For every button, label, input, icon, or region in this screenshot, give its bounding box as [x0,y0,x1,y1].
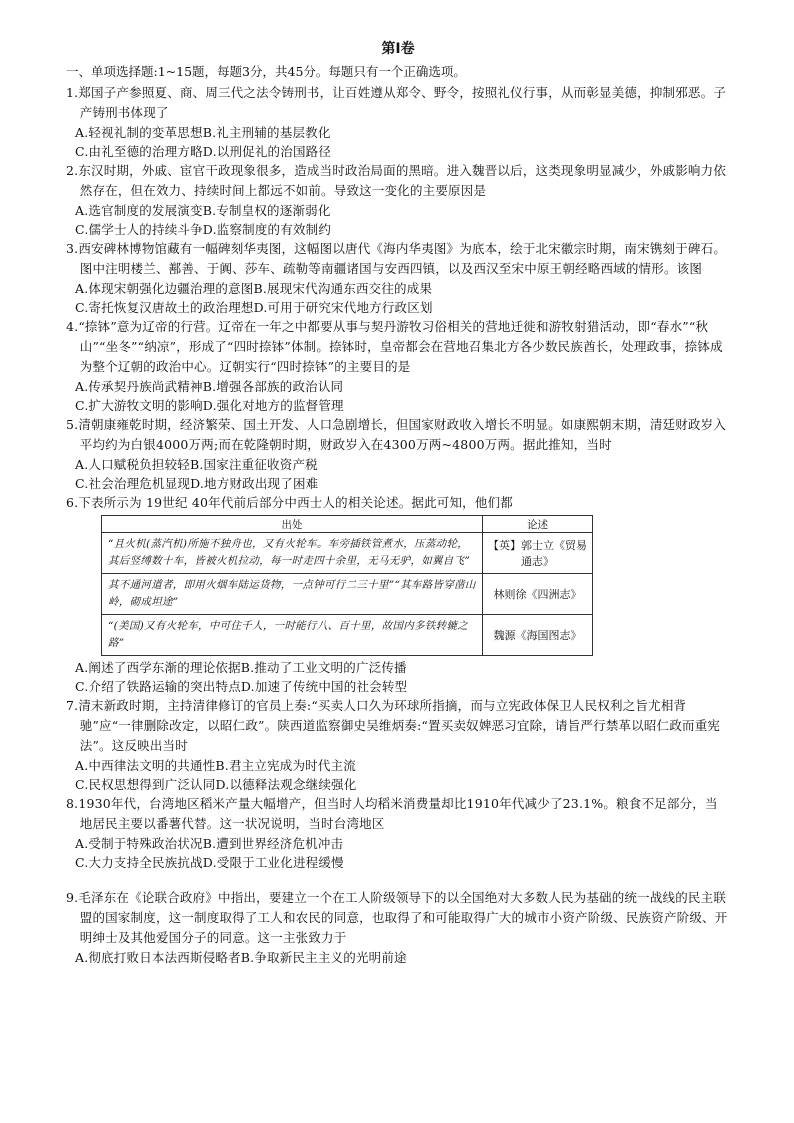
question-stem: 3.西安碑林博物馆藏有一幅碑刻华夷图，这幅图以唐代《海内华夷图》为底本，绘于北宋徽宗时期，南宋镌刻于碑石。图中注明楼兰、鄯善、于阗、莎车、疏勒等南疆诸国与安西四镇，以及西汉至宋中原王朝经略西域的情形。该图 [66,241,727,276]
option-line: C.介绍了铁路运输的突出特点D.加速了传统中国的社会转型 [75,679,408,694]
section-heading: 一、单项选择题:1~15题，每题3分，共45分。每题只有一个正确选项。 [66,64,466,79]
question-1 [66,83,730,161]
table-row [102,574,593,615]
option-line: A.中西律法文明的共通性B.君主立宪成为时代主流 [75,758,356,773]
option-line: A.人口赋税负担较轻B.国家注重征收资产税 [75,457,318,472]
question-7 [66,696,730,794]
option-line: A.传承契丹族尚武精神B.增强各部族的政治认同 [75,379,344,394]
option-line: C.民权思想得到广泛认同D.以德释法观念继续强化 [75,777,357,792]
question-6 [66,493,730,696]
option-line: A.体现宋朝强化边疆治理的意图B.展现宋代沟通东西交往的成果 [75,281,433,296]
volume-title: 第Ⅰ卷 [381,41,415,57]
question-stem: 9.毛泽东在《论联合政府》中指出，要建立一个在工人阶级领导下的以全国绝对大多数人民为基础的统一战线的民主联盟的国家制度，这一制度取得了工人和农民的同意，也取得了和可能取得广大的城市小资产阶级、民族资产阶级、开明绅士及其他爱国分子的同意。这一主张致力于 [66,890,728,945]
table-cell-author: 林则徐《四洲志》 [483,574,593,615]
question-stem: 5.清朝康雍乾时期，经济繁荣、国土开发、人口急剧增长，但国家财政收入增长不明显。如康熙朝末期，清廷财政岁入平均约为白银4000万两;而在乾隆朝时期，财政岁入在4300万两~4800万两。据此推知，当时 [66,417,727,452]
option-line: A.选官制度的发展演变B.专制皇权的逐渐弱化 [75,203,331,218]
question-stem: 1.郑国子产参照夏、商、周三代之法令铸刑书，让百姓遵从郑令、野令，按照礼仪行事，从而彰显美德，抑制邪恶。子产铸刑书体现了 [66,85,727,120]
table-row [102,533,593,574]
question-stem: 4.“捺钵”意为辽帝的行营。辽帝在一年之中都要从事与契丹游牧习俗相关的营地迁徙和游牧射猎活动，即“春水”“秋山”“坐冬”“纳凉”，形成了“四时捺钵”体制。捺钵时，皇帝都会在营地召集北方各少数民族酋长，处理政事，捺钵成为整个辽朝的政治中心。辽朝实行“四时捺钵”的主要目的是 [66,319,723,374]
question-4 [66,317,730,415]
question-9 [66,888,730,967]
option-line: C.由礼至德的治理方略D.以刑促礼的治国路径 [75,144,332,159]
question-stem: 7.清末新政时期，主持清律修订的官员上奏:“买卖人口久为环球所指摘，而与立宪政体保卫人民权利之旨尤相背驰”应“一律删除改定，以昭仁政”。陕西道监察御史吴维炳奏:“置买卖奴婢恶习宜除，请旨严行禁革以昭仁政而重宪法”。这反映出当时 [66,698,721,753]
option-line: C.大力支持全民族抗战D.受限于工业化进程缓慢 [75,855,344,870]
option-line: A.阐述了西学东渐的理论依据B.推动了工业文明的广泛传播 [75,660,407,675]
table-header-author: 论述 [483,516,593,533]
table-cell-author: 【英】郭士立《贸易通志》 [483,533,593,574]
option-line: C.寄托恢复汉唐故土的政治理想D.可用于研究宋代地方行政区划 [75,300,433,315]
option-line: C.社会治理危机显现D.地方财政出现了困难 [75,476,319,491]
question-stem: 8.1930年代，台湾地区稻米产量大幅增产，但当时人均稻米消费量却比1910年代减少了23.1%。粮食不足部分，当地居民主要以番薯代替。这一状况说明，当时台湾地区 [66,796,718,831]
question-5 [66,415,730,493]
option-line: A.轻视礼制的变革思想B.礼主刑辅的基层教化 [75,125,331,140]
option-line: C.儒学士人的持续斗争D.监察制度的有效制约 [75,222,332,237]
question-stem: 6.下表所示为 19世纪 40年代前后部分中西士人的相关论述。据此可知，他们都 [66,495,513,510]
table-cell-text: 其不通河道者，即用火烟车陆运货物，一点钟可行二三十里”“其车路皆穿凿山岭，砌成坦途” [102,574,483,615]
table-row [102,615,593,656]
spacer [66,872,730,888]
exam-page [66,38,730,967]
option-line: A.彻底打败日本法西斯侵略者B.争取新民主主义的光明前途 [75,950,407,965]
table-cell-author: 魏源《海国图志》 [483,615,593,656]
table-cell-text: “(美国)又有火轮车，中可住千人，一时能行八、百十里，故国内多铁转辘之路” [102,615,483,656]
question-2 [66,161,730,239]
table-cell-text: “且火机(蒸汽机)所施不独舟也，又有火轮车。车旁插铁管煮水，压蒸动轮，其后竖缚数十车，皆被火机拉动，每一时走四十余里，无马无驴，如翼自飞” [102,533,483,574]
option-line: C.扩大游牧文明的影响D.强化对地方的监督管理 [75,398,344,413]
table-header-source: 出处 [102,516,483,533]
question-3 [66,239,730,317]
source-table [101,515,593,656]
table-header-row [102,516,593,533]
question-stem: 2.东汉时期，外戚、宦官干政现象很多，造成当时政治局面的黑暗。进入魏晋以后，这类现象明显减少，外戚影响力依然存在，但在效力、持续时间上都远不如前。导致这一变化的主要原因是 [66,163,727,198]
option-line: A.受制于特殊政治状况B.遭到世界经济危机冲击 [75,836,344,851]
question-8 [66,794,730,872]
